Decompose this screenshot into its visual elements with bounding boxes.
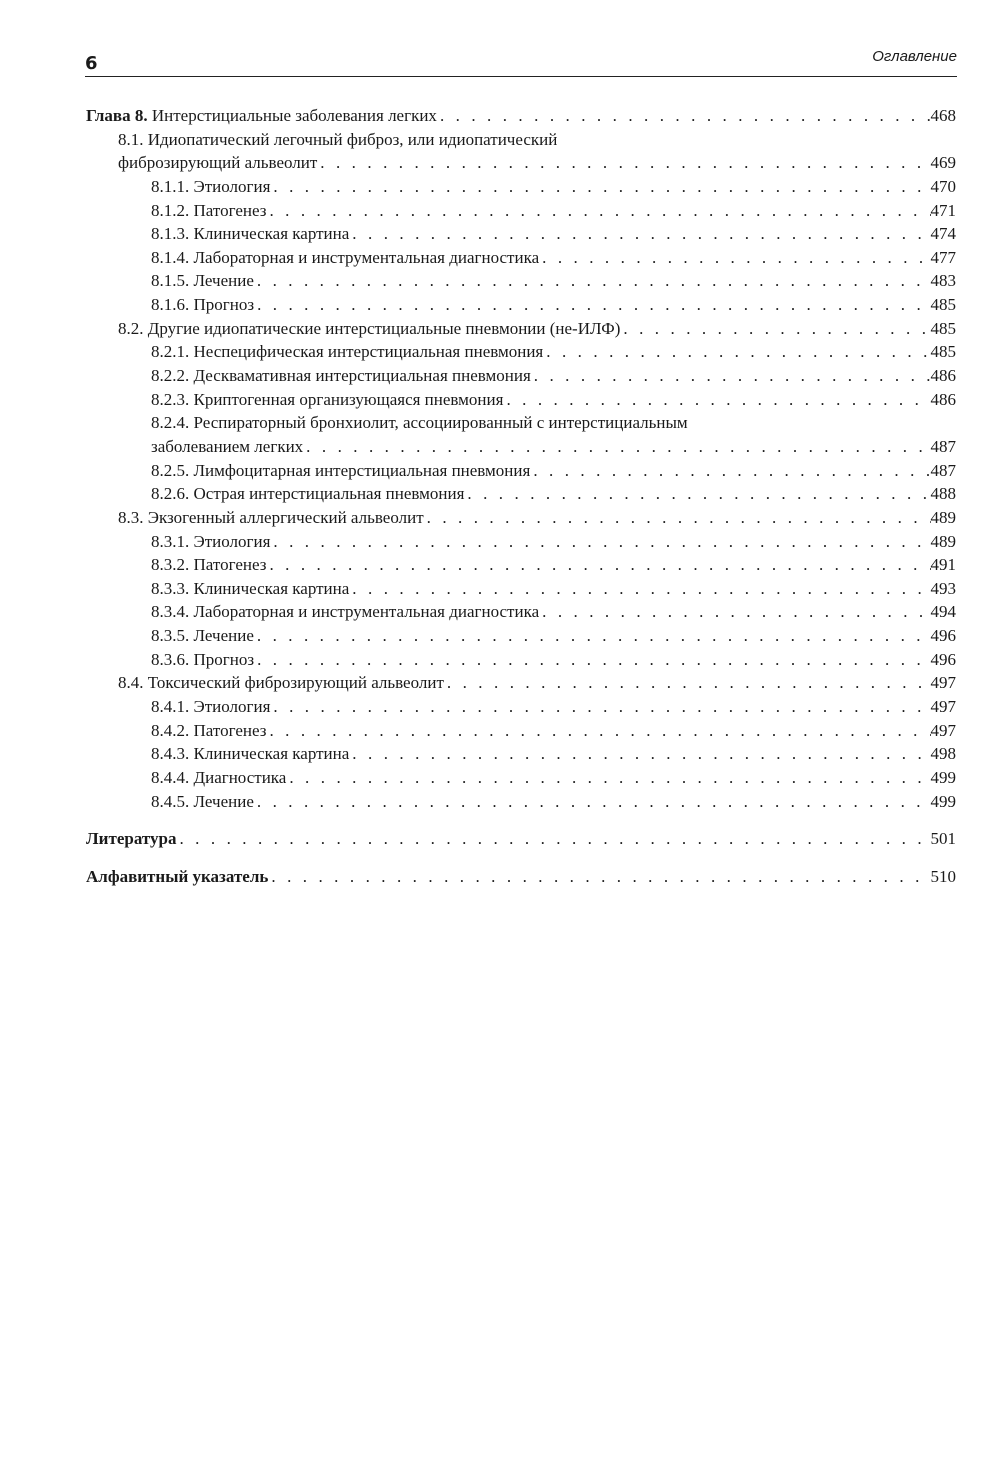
toc-entry-title: Литература — [86, 829, 177, 849]
toc-entry-title: 8.1.2. Патогенез — [151, 200, 267, 220]
toc-page-number: 489 — [930, 507, 956, 527]
dot-leader — [254, 293, 930, 317]
dot-leader — [266, 199, 930, 223]
toc-subsection — [86, 553, 956, 577]
toc-entry-title: 8.1.3. Клиническая картина — [151, 224, 350, 244]
toc-page-number: 486 — [930, 389, 956, 409]
spacer — [86, 813, 956, 827]
toc-page-number: 487 — [930, 460, 956, 480]
toc-chapter-title — [86, 104, 437, 128]
toc-subsection — [86, 364, 956, 388]
toc-entry-title: фиброзирующий альвеолит — [118, 153, 318, 173]
toc-subsection — [86, 600, 956, 624]
toc-entry-title: 8.4.4. Диагностика — [151, 767, 287, 787]
toc-subsection — [86, 199, 956, 223]
toc-page-number: 470 — [930, 176, 956, 196]
toc-entry-title: 8.4.3. Клиническая картина — [151, 744, 350, 764]
toc-entry-title: 8.1.4. Лабораторная и инструментальная диагностика — [151, 247, 540, 267]
dot-leader — [317, 151, 930, 175]
toc-subsection — [86, 530, 956, 554]
toc-subsection — [86, 222, 956, 246]
toc-entry-title: 8.4. Токсический фиброзирующий альвеолит — [118, 673, 444, 693]
dot-leader — [270, 695, 930, 719]
dot-leader — [543, 340, 930, 364]
toc-page-number: 494 — [930, 602, 956, 622]
toc-entry-title: 8.1.5. Лечение — [151, 271, 254, 291]
toc-entry-title: 8.2.3. Криптогенная организующаяся пневмония — [151, 389, 504, 409]
toc-subsection — [86, 577, 956, 601]
spacer — [86, 851, 956, 865]
toc-entry-title: заболеванием легких — [151, 436, 304, 456]
toc-subsection — [86, 766, 956, 790]
toc-subsection — [86, 719, 956, 743]
toc-entry-title: 8.3.1. Этиология — [151, 531, 271, 551]
dot-leader — [539, 246, 930, 270]
dot-leader — [349, 577, 930, 601]
toc-page-number: 493 — [930, 578, 956, 598]
toc-entry-title: 8.4.1. Этиология — [151, 697, 271, 717]
page-header — [85, 46, 957, 77]
toc-page-number: 501 — [930, 829, 956, 849]
dot-leader — [254, 648, 930, 672]
toc-page-number: 485 — [930, 295, 956, 315]
dot-leader — [464, 482, 930, 506]
toc-page-number: 485 — [930, 342, 956, 362]
toc-entry-title: 8.2. Другие идиопатические интерстициальные пневмонии (не-ИЛФ) — [118, 318, 621, 338]
dot-leader — [503, 388, 930, 412]
toc-subsection — [86, 293, 956, 317]
toc-entry-title: 8.3. Экзогенный аллергический альвеолит — [118, 507, 424, 527]
chapter-label: Глава 8. — [86, 106, 148, 125]
dot-leader — [349, 742, 930, 766]
toc-entry-title: 8.3.5. Лечение — [151, 626, 254, 646]
toc-section-8-3 — [86, 506, 956, 530]
dot-leader — [437, 104, 931, 128]
dot-leader — [620, 317, 930, 341]
toc-entry-title: 8.4.5. Лечение — [151, 791, 254, 811]
dot-leader — [270, 530, 930, 554]
toc-page-number: 468 — [930, 106, 956, 125]
dot-leader — [530, 459, 930, 483]
toc-page-number: 498 — [930, 744, 956, 764]
dot-leader — [254, 790, 931, 814]
toc-subsection — [86, 648, 956, 672]
toc-page-number: 496 — [930, 649, 956, 669]
dot-leader — [176, 827, 930, 851]
toc-page-number: 497 — [930, 720, 956, 740]
dot-leader — [349, 222, 930, 246]
toc-page-number: 487 — [930, 436, 956, 456]
toc-page-number: 477 — [930, 247, 956, 267]
toc-page-number: 497 — [930, 673, 956, 693]
toc-entry-title: 8.1.6. Прогноз — [151, 295, 255, 315]
page-number: 6 — [85, 53, 98, 74]
dot-leader — [254, 269, 931, 293]
toc-subsection — [86, 246, 956, 270]
chapter-name: Интерстициальные заболевания легких — [147, 106, 437, 125]
toc-entry-title: 8.3.6. Прогноз — [151, 649, 255, 669]
dot-leader — [531, 364, 931, 388]
toc-subsection — [86, 742, 956, 766]
toc-entry-title: 8.2.5. Лимфоцитарная интерстициальная пневмония — [151, 460, 531, 480]
toc-page-number: 510 — [930, 866, 956, 886]
dot-leader — [424, 506, 931, 530]
toc-entry-title: 8.2.1. Неспецифическая интерстициальная пневмония — [151, 342, 544, 362]
toc-chapter-8 — [86, 104, 956, 128]
toc-entry-title: 8.3.3. Клиническая картина — [151, 578, 350, 598]
toc-entry-title: 8.2.2. Десквамативная интерстициальная пневмония — [151, 366, 531, 386]
toc-page-number: 496 — [930, 626, 956, 646]
toc-page-number: 471 — [930, 200, 956, 220]
toc-section-8-1-line1: 8.1. Идиопатический легочный фиброз, или идиопатический — [118, 129, 558, 149]
toc-entry-title: 8.1.1. Этиология — [151, 176, 271, 196]
toc-literature — [86, 827, 956, 851]
toc-page-number: 485 — [930, 318, 956, 338]
table-of-contents — [86, 104, 956, 889]
toc-page-number: 499 — [930, 767, 956, 787]
running-title: Оглавление — [872, 48, 957, 65]
toc-subsection — [86, 388, 956, 412]
toc-page-number: 469 — [930, 153, 956, 173]
toc-page-number: 489 — [930, 531, 956, 551]
dot-leader — [268, 865, 930, 889]
toc-section-8-2 — [86, 317, 956, 341]
dot-leader — [444, 671, 931, 695]
toc-subsection — [86, 269, 956, 293]
toc-subsection — [86, 435, 956, 459]
toc-entry-title: 8.2.6. Острая интерстициальная пневмония — [151, 484, 465, 504]
toc-subsection — [86, 340, 956, 364]
toc-subsection — [86, 790, 956, 814]
dot-leader — [286, 766, 930, 790]
toc-section-8-1 — [86, 151, 956, 175]
toc-page-number: 497 — [930, 697, 956, 717]
dot-leader — [303, 435, 930, 459]
toc-page-number: 491 — [930, 555, 956, 575]
toc-subsection — [86, 624, 956, 648]
toc-subsection — [86, 695, 956, 719]
toc-page-number: 474 — [930, 224, 956, 244]
toc-page-number: 483 — [930, 271, 956, 291]
dot-leader — [254, 624, 931, 648]
toc-entry-title: 8.3.4. Лабораторная и инструментальная диагностика — [151, 602, 540, 622]
toc-page-number: 488 — [930, 484, 956, 504]
toc-alphabetical-index — [86, 865, 956, 889]
toc-entry-title: 8.4.2. Патогенез — [151, 720, 267, 740]
toc-subsection — [86, 482, 956, 506]
dot-leader — [539, 600, 930, 624]
dot-leader — [266, 719, 930, 743]
toc-subsection — [86, 459, 956, 483]
toc-page-number: 499 — [930, 791, 956, 811]
toc-section-8-4 — [86, 671, 956, 695]
toc-entry-title: 8.3.2. Патогенез — [151, 555, 267, 575]
toc-subsection — [86, 175, 956, 199]
dot-leader — [266, 553, 930, 577]
toc-subsection-line1: 8.2.4. Респираторный бронхиолит, ассоциированный с интерстициальным — [151, 413, 688, 433]
toc-entry-title: Алфавитный указатель — [86, 866, 269, 886]
dot-leader — [270, 175, 930, 199]
toc-page-number: 486 — [930, 366, 956, 386]
